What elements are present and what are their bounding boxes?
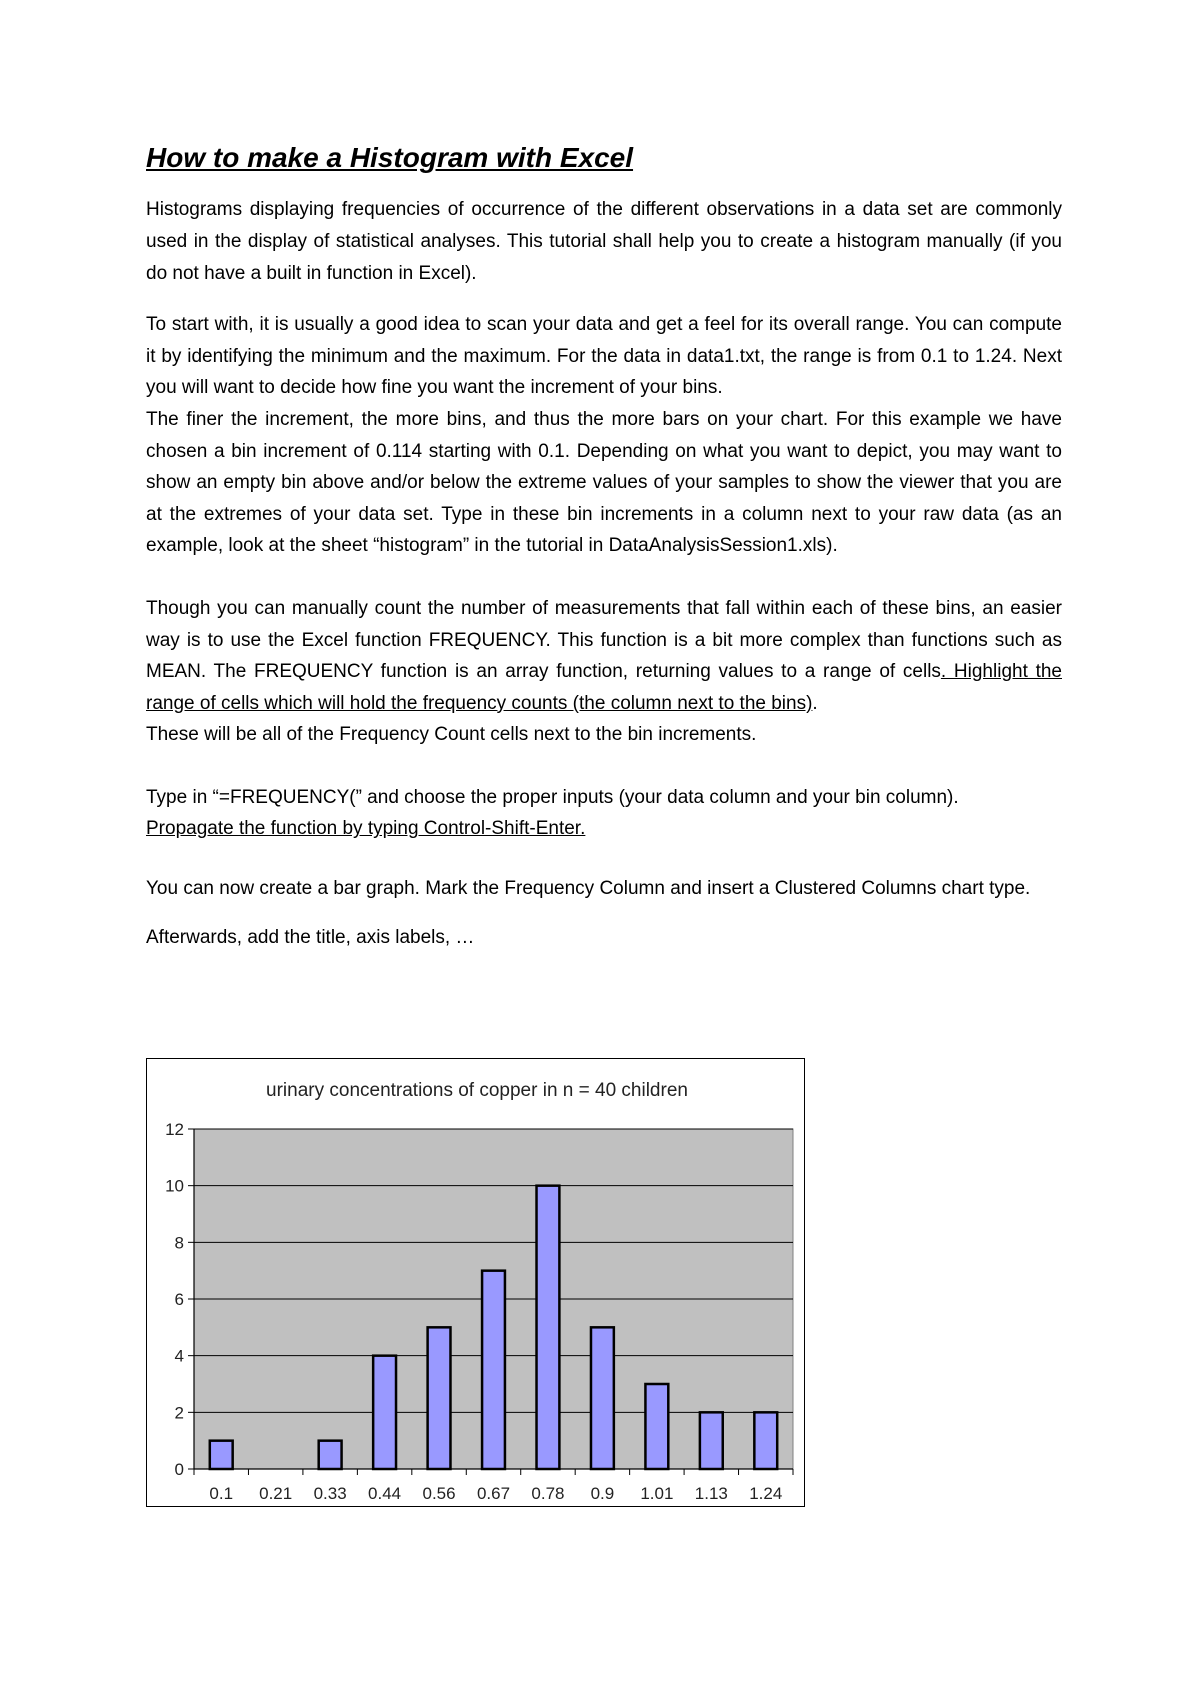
y-tick-label: 6 — [174, 1290, 184, 1309]
y-tick-label: 4 — [174, 1346, 184, 1366]
y-tick-label: 0 — [174, 1460, 184, 1479]
paragraph-type-formula: Type in “=FREQUENCY(” and choose the proper inputs (your data column and your bin column). — [146, 786, 959, 808]
x-tick-label: 1.01 — [640, 1484, 674, 1503]
x-tick-label: 1.13 — [694, 1484, 728, 1503]
paragraph-bins: The finer the increment, the more bins, and thus the more bars on your chart. For this example we have chosen a bin increment of 0.114 starting with 0.1. Depending on what you want to depict, you may want to show an empty bin above and/or below the extreme values of your samples to show the viewer that you are at the extremes of your data set. Type in these bin increments in a column next to your raw data (as an example, look at the sheet “histogram” in the tutorial in DataAnalysisSession1.xls). — [146, 408, 1062, 557]
histogram-bar — [537, 1186, 560, 1469]
histogram-bar — [591, 1327, 614, 1469]
x-tick-label: 0.44 — [368, 1484, 402, 1503]
paragraph-frequency — [146, 593, 1062, 751]
chart-title: urinary concentrations of copper in n = 40 children — [266, 1080, 688, 1101]
paragraph-afterwards: Afterwards, add the title, axis labels, … — [146, 927, 475, 949]
y-tick-label: 8 — [174, 1233, 184, 1253]
histogram-bar — [373, 1356, 396, 1469]
x-tick-label: 0.9 — [590, 1484, 615, 1503]
histogram-bar — [428, 1327, 451, 1469]
y-tick-label: 12 — [165, 1120, 184, 1139]
document-page — [146, 140, 1062, 954]
histogram-bar — [700, 1412, 723, 1469]
histogram-chart — [146, 1058, 805, 1507]
paragraph-propagate: Propagate the function by typing Control-Shift-Enter. — [146, 818, 586, 840]
chart-svg — [147, 1059, 806, 1508]
histogram-bar — [210, 1441, 233, 1469]
frequency-period: . — [812, 692, 818, 714]
x-tick-label: 0.67 — [476, 1484, 511, 1503]
histogram-bar — [645, 1384, 668, 1469]
paragraph-bar-graph: You can now create a bar graph. Mark the Frequency Column and insert a Clustered Columns chart type. — [146, 878, 1031, 900]
y-tick-label: 10 — [165, 1176, 184, 1196]
paragraph-intro: Histograms displaying frequencies of occurrence of the different observations in a data set are commonly used in the display of statistical analyses. This tutorial shall help you to create a histogram manually (if you do not have a built in function in Excel). — [146, 199, 1062, 284]
x-tick-label: 0.33 — [313, 1484, 347, 1503]
highlight-instruction: . Highlight the range of cells which will hold the frequency counts (the column next to the bins) — [146, 661, 1062, 714]
x-tick-label: 0.56 — [422, 1484, 456, 1503]
y-tick-label: 2 — [174, 1403, 184, 1423]
histogram-bar — [319, 1441, 342, 1469]
x-tick-label: 1.24 — [749, 1484, 783, 1503]
x-tick-label: 0.78 — [531, 1484, 565, 1503]
frequency-text: Though you can manually count the number of measurements that fall within each of these bins, an easier way is to use the Excel function FREQUENCY. This function is a bit more complex than functions such as MEAN. The FREQUENCY function is an array function, returning values to a range of cells — [146, 597, 1062, 683]
x-tick-label: 0.1 — [209, 1484, 234, 1503]
frequency-note: These will be all of the Frequency Count cells next to the bin increments. — [146, 724, 757, 746]
histogram-bar — [482, 1271, 505, 1469]
x-tick-label: 0.21 — [259, 1484, 293, 1503]
histogram-bar — [754, 1412, 777, 1469]
page-title: How to make a Histogram with Excel — [146, 142, 634, 173]
paragraph-range: To start with, it is usually a good idea to scan your data and get a feel for its overall range. You can compute it by identifying the minimum and the maximum. For the data in data1.txt, the range is from 0.1 to 1.24. Next you will want to decide how fine you want the increment of your bins. — [146, 314, 1062, 399]
